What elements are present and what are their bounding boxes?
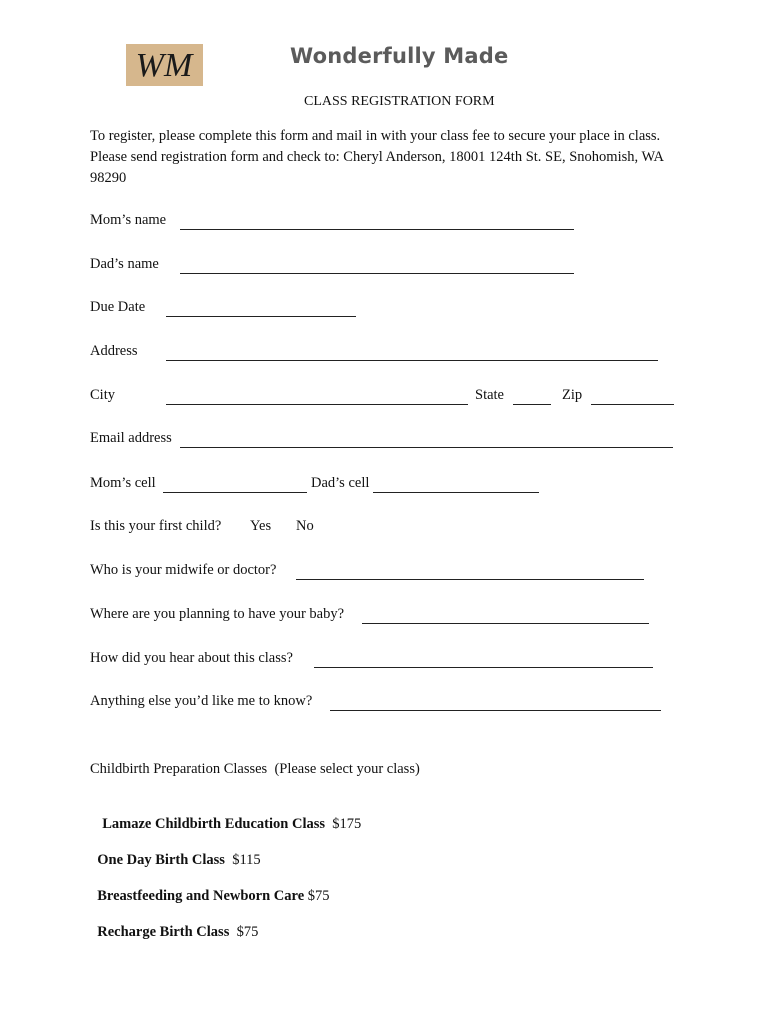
dads-cell-label: Dad’s cell (311, 475, 370, 491)
brand-title: Wonderfully Made (290, 44, 509, 68)
dads-name-field[interactable] (180, 259, 574, 274)
class-option-breastfeeding[interactable] (90, 871, 330, 905)
zip-field[interactable] (591, 390, 674, 405)
class-name: Breastfeeding and Newborn Care (97, 888, 305, 904)
first-child-yes-option[interactable]: Yes (250, 518, 272, 534)
class-price: $75 (236, 924, 259, 940)
first-child-label: Is this your first child? (90, 518, 222, 534)
class-price: $115 (232, 852, 261, 868)
class-option-recharge[interactable] (90, 907, 258, 941)
wm-monogram-icon (126, 44, 203, 86)
midwife-field[interactable] (296, 565, 644, 580)
state-label: State (475, 387, 504, 403)
class-name: One Day Birth Class (97, 852, 225, 868)
anything-else-field[interactable] (330, 696, 661, 711)
city-label: City (90, 387, 115, 403)
heard-about-field[interactable] (314, 653, 653, 668)
midwife-label: Who is your midwife or doctor? (90, 562, 277, 578)
class-name: Recharge Birth Class (97, 924, 230, 940)
email-label: Email address (90, 430, 172, 446)
moms-cell-field[interactable] (163, 478, 307, 493)
due-date-label: Due Date (90, 299, 146, 315)
class-name: Lamaze Childbirth Education Class (102, 816, 326, 832)
classes-heading: Childbirth Preparation Classes (Please select your class) (90, 761, 420, 777)
birth-place-field[interactable] (362, 609, 649, 624)
moms-name-label: Mom’s name (90, 212, 167, 228)
class-option-one-day[interactable] (90, 835, 261, 869)
birth-place-label: Where are you planning to have your baby? (90, 606, 345, 622)
intro-paragraph: To register, please complete this form and mail in with your class fee to secure your place in class. Please send registration form and check to: Cheryl Anderson, 18001 124th St. SE, Snohomish, WA 98290 (90, 128, 664, 186)
dads-name-label: Dad’s name (90, 256, 159, 272)
svg-text:WM: WM (135, 47, 193, 84)
city-field[interactable] (166, 390, 468, 405)
first-child-no-option[interactable]: No (296, 518, 314, 534)
heard-about-label: How did you hear about this class? (90, 650, 293, 666)
moms-cell-label: Mom’s cell (90, 475, 156, 491)
class-price: $75 (307, 888, 330, 904)
class-price: $175 (332, 816, 362, 832)
due-date-field[interactable] (166, 302, 356, 317)
dads-cell-field[interactable] (373, 478, 539, 493)
address-field[interactable] (166, 346, 658, 361)
moms-name-field[interactable] (180, 215, 574, 230)
form-title: CLASS REGISTRATION FORM (304, 94, 495, 109)
email-field[interactable] (180, 433, 673, 448)
state-field[interactable] (513, 390, 551, 405)
anything-else-label: Anything else you’d like me to know? (90, 693, 313, 709)
zip-label: Zip (562, 387, 583, 403)
address-label: Address (90, 343, 138, 359)
logo (126, 44, 203, 86)
class-option-lamaze[interactable] (95, 799, 361, 833)
